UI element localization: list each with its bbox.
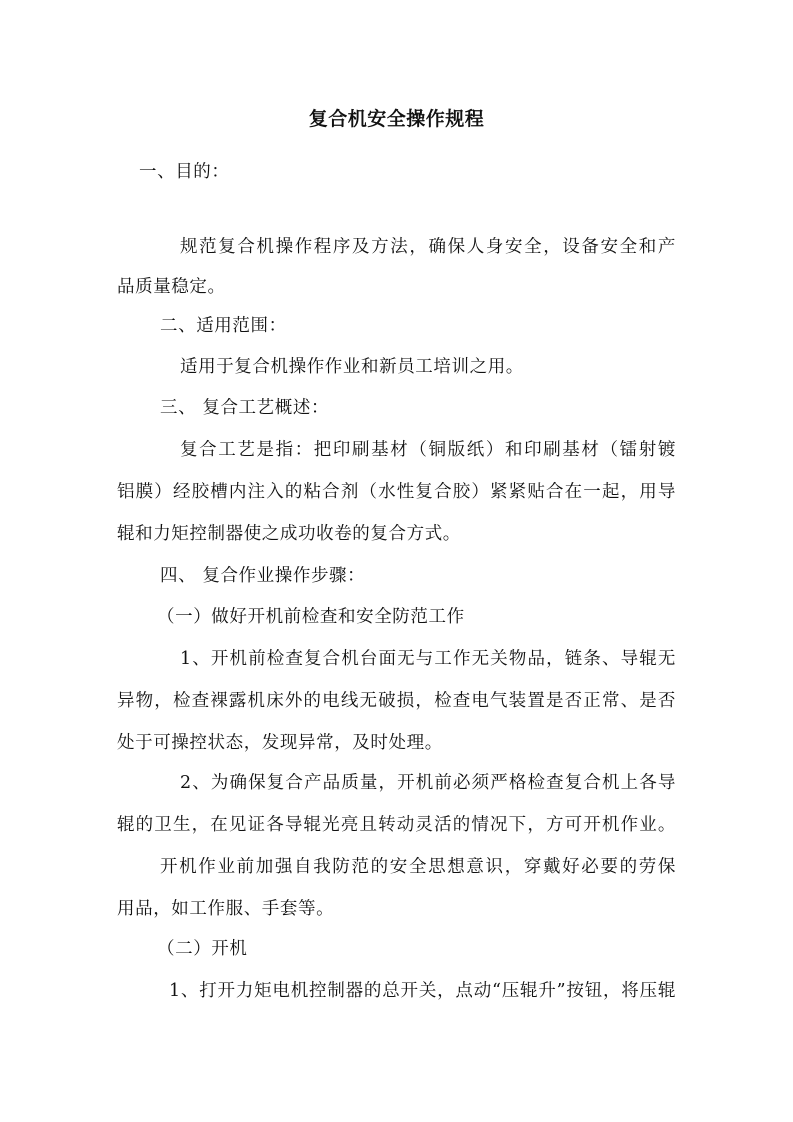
- paragraph-line: 2、为确保复合产品质量，开机前必须严格检查复合机上各导: [180, 773, 676, 793]
- paragraph-line: 四、 复合作业操作步骤：: [160, 566, 366, 586]
- paragraph-line: 复合工艺是指：把印刷基材（铜版纸）和印刷基材（镭射镀: [180, 440, 676, 460]
- paragraph-line: 二、适用范围：: [160, 316, 287, 336]
- paragraph-line: （一）做好开机前检查和安全防范工作: [157, 607, 465, 627]
- paragraph-line: 1、打开力矩电机控制器的总开关，点动“压辊升”按钮，将压辊: [169, 981, 676, 1001]
- paragraph-line: 适用于复合机操作作业和新员工培训之用。: [180, 357, 524, 377]
- paragraph-line: 品质量稳定。: [117, 277, 226, 297]
- paragraph-line: 开机作业前加强自我防范的安全思想意识，穿戴好必要的劳保: [160, 857, 676, 877]
- document-title: 复合机安全操作规程: [308, 108, 485, 130]
- paragraph-line: （二）开机: [157, 939, 248, 959]
- paragraph-line: 一、目的：: [139, 162, 230, 182]
- paragraph-line: 处于可操控状态，发现异常，及时处理。: [117, 733, 443, 753]
- paragraph-line: 辊和力矩控制器使之成功收卷的复合方式。: [117, 524, 461, 544]
- paragraph-line: 1、开机前检查复合机台面无与工作无关物品，链条、导辊无: [180, 649, 676, 669]
- paragraph-line: 异物，检查裸露机床外的电线无破损，检查电气装置是否正常、是否: [117, 691, 676, 711]
- paragraph-line: 规范复合机操作程序及方法，确保人身安全，设备安全和产: [180, 237, 676, 257]
- paragraph-line: 铝膜）经胶槽内注入的粘合剂（水性复合胶）紧紧贴合在一起，用导: [117, 482, 676, 502]
- paragraph-line: 用品，如工作服、手套等。: [117, 899, 335, 919]
- paragraph-line: 辊的卫生，在见证各导辊光亮且转动灵活的情况下，方可开机作业。: [117, 815, 676, 835]
- paragraph-line: 三、 复合工艺概述：: [160, 398, 330, 418]
